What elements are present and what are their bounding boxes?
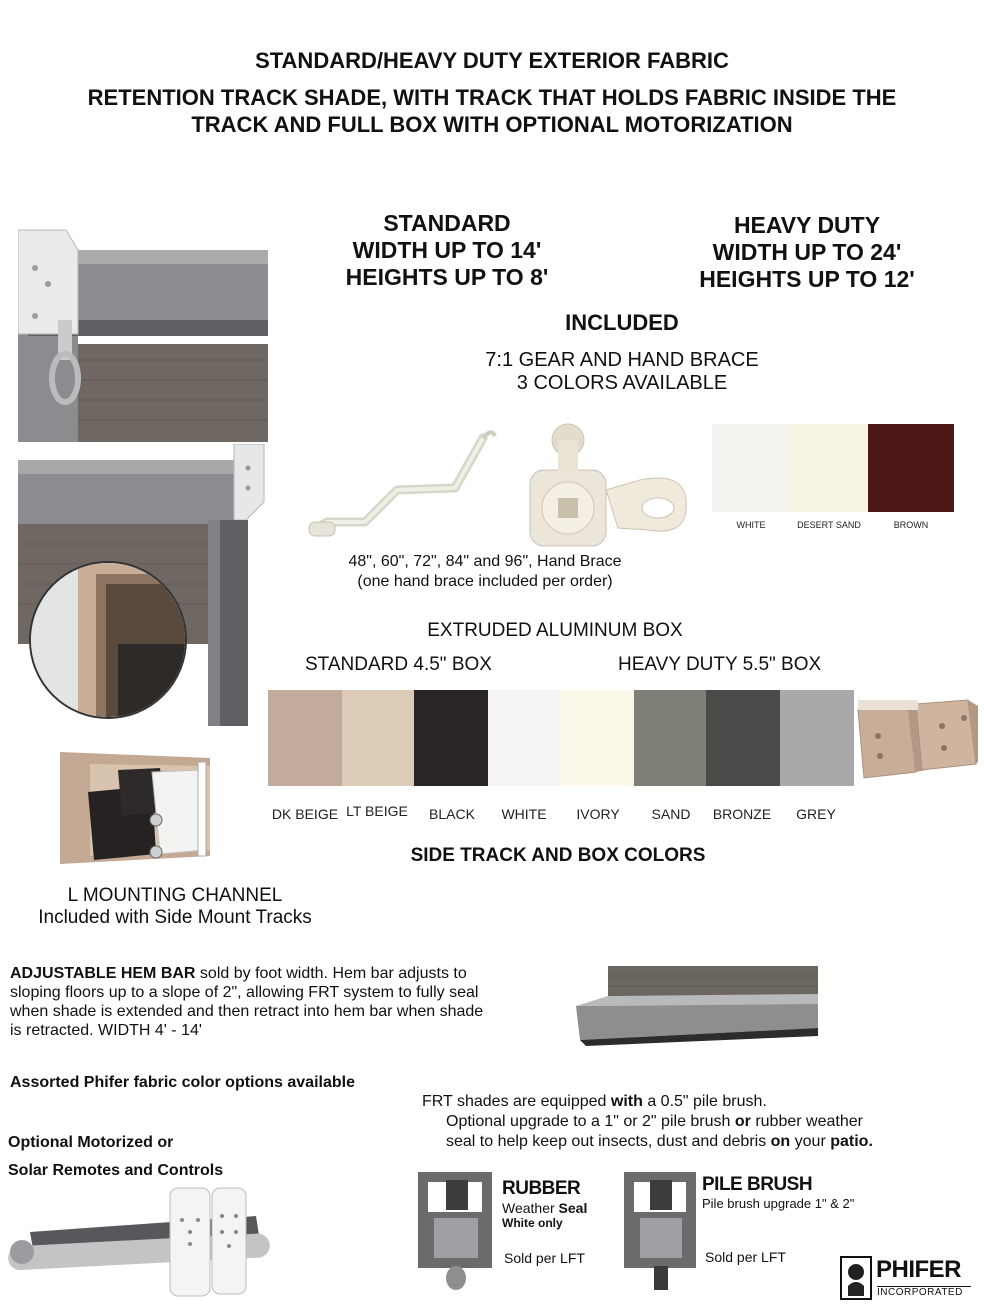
track-swatch-label: WHITE: [501, 806, 547, 822]
pile-brush-photo: [622, 1170, 704, 1292]
track-swatch-label: LT BEIGE: [346, 803, 408, 819]
included-title: INCLUDED: [565, 310, 679, 335]
pile-title: PILE BRUSH: [702, 1174, 813, 1195]
hand-brace-photo: [305, 430, 505, 550]
track-swatch-label: SAND: [651, 806, 691, 822]
pile-sub: Pile brush upgrade 1" & 2": [702, 1196, 855, 1211]
pile-note-emph: or: [734, 1113, 751, 1130]
box-title: EXTRUDED ALUMINUM BOX: [427, 620, 683, 641]
track-swatch-label: BRONZE: [712, 806, 772, 822]
pile-note-emph: on: [770, 1133, 791, 1150]
rubber-seal-photo: [416, 1170, 498, 1292]
phifer-logo: [840, 1256, 976, 1302]
heavy-duty-width: WIDTH UP TO 24': [712, 239, 902, 265]
track-swatch-black: [414, 690, 488, 786]
hem-bar-text: when shade is extended and then retract into hem bar when shade: [10, 1003, 484, 1020]
pile-note-emph: with: [610, 1093, 643, 1110]
gear-swatch-white: [712, 424, 790, 512]
track-swatch-label: BLACK: [429, 806, 475, 822]
box-ends-photo: [856, 696, 980, 780]
standard-width: WIDTH UP TO 14': [352, 237, 542, 263]
track-corner-photo: [18, 444, 268, 726]
included-gear-line: 7:1 GEAR AND HAND BRACE: [485, 349, 759, 371]
included-colors-line: 3 COLORS AVAILABLE: [516, 372, 728, 394]
logo-name: PHIFER: [876, 1256, 962, 1283]
track-swatch-white: [488, 690, 560, 786]
box-heavy-duty-label: HEAVY DUTY 5.5" BOX: [618, 654, 822, 675]
standard-spec: [300, 210, 594, 291]
gear-swatch-label: WHITE: [736, 520, 766, 530]
pile-price: Sold per LFT: [705, 1249, 786, 1265]
track-swatch-label: GREY: [796, 806, 836, 822]
box-standard-label: STANDARD 4.5" BOX: [305, 654, 492, 675]
track-swatch-label: DK BEIGE: [271, 806, 339, 822]
hem-bar-description: [10, 964, 570, 1040]
l-mounting-channel-photo: [60, 752, 218, 872]
hem-bar-text: sold by foot width. Hem bar adjusts to: [195, 965, 467, 982]
pile-note-text: Optional upgrade to a 1" or 2" pile brush: [446, 1113, 735, 1130]
heavy-duty-title: HEAVY DUTY: [733, 212, 881, 238]
gear-swatch-label: BROWN: [893, 520, 929, 530]
track-color-swatches: [268, 690, 854, 830]
standard-title: STANDARD: [383, 210, 511, 236]
motor-and-remotes-photo: [6, 1186, 282, 1298]
pile-note-text: FRT shades are equipped: [422, 1093, 611, 1110]
track-swatch-ivory: [560, 690, 634, 786]
subtitle-line-2: TRACK AND FULL BOX WITH OPTIONAL MOTORIZATION: [191, 112, 793, 137]
pile-note-text: rubber weather: [750, 1113, 863, 1130]
rubber-sub-text: Weather: [502, 1200, 559, 1216]
subtitle-line-1: RETENTION TRACK SHADE, WITH TRACK THAT HOLDS FABRIC INSIDE THE: [87, 85, 897, 110]
motor-line-1: Optional Motorized or: [8, 1134, 174, 1151]
mounting-channel-title: L MOUNTING CHANNEL: [67, 885, 283, 906]
motor-line-2: Solar Remotes and Controls: [8, 1162, 224, 1179]
rubber-price: Sold per LFT: [504, 1250, 585, 1266]
page-title: STANDARD/HEAVY DUTY EXTERIOR FABRIC: [255, 48, 729, 73]
logo-sub: INCORPORATED: [877, 1286, 971, 1298]
gear-swatch-brown: [868, 424, 954, 512]
gear-photo: [520, 420, 710, 550]
track-swatch-label: IVORY: [576, 806, 620, 822]
gear-swatch-desert-sand: [790, 424, 868, 512]
rubber-note: White only: [502, 1216, 563, 1230]
fabric-options: Assorted Phifer fabric color options available: [10, 1074, 355, 1091]
track-swatch-bronze: [706, 690, 780, 786]
hand-brace-note: (one hand brace included per order): [357, 573, 613, 590]
gear-swatch-label: DESERT SAND: [797, 520, 861, 530]
track-colors-title: SIDE TRACK AND BOX COLORS: [410, 845, 706, 866]
track-swatch-lt-beige: [342, 690, 414, 786]
hem-bar-photo: [566, 966, 818, 1046]
track-swatch-dk-beige: [268, 690, 342, 786]
standard-height: HEIGHTS UP TO 8': [345, 264, 549, 290]
rubber-sub-emph: Seal: [558, 1200, 588, 1216]
pile-brush-note: [422, 1092, 962, 1152]
track-swatch-sand: [634, 690, 706, 786]
hem-bar-lead: ADJUSTABLE HEM BAR: [10, 965, 196, 982]
gear-color-swatches: [712, 424, 954, 534]
rubber-title: RUBBER: [502, 1178, 581, 1199]
heavy-duty-spec: [660, 212, 954, 293]
hand-brace-sizes: 48", 60", 72", 84" and 96", Hand Brace: [348, 553, 622, 570]
pile-note-emph: patio.: [830, 1133, 873, 1150]
mounting-channel-note: Included with Side Mount Tracks: [38, 907, 312, 928]
pile-note-text: a 0.5" pile brush.: [642, 1093, 767, 1110]
track-swatch-grey: [780, 690, 854, 786]
box-corner-photo: [18, 220, 268, 442]
heavy-duty-height: HEIGHTS UP TO 12': [699, 266, 915, 292]
hem-bar-text: is retracted. WIDTH 4' - 14': [10, 1022, 202, 1039]
rubber-sub: [502, 1200, 622, 1216]
pile-note-text: your: [790, 1133, 831, 1150]
hem-bar-text: sloping floors up to a slope of 2", allowing FRT system to fully seal: [10, 984, 479, 1001]
pile-note-text: seal to help keep out insects, dust and debris: [446, 1133, 771, 1150]
